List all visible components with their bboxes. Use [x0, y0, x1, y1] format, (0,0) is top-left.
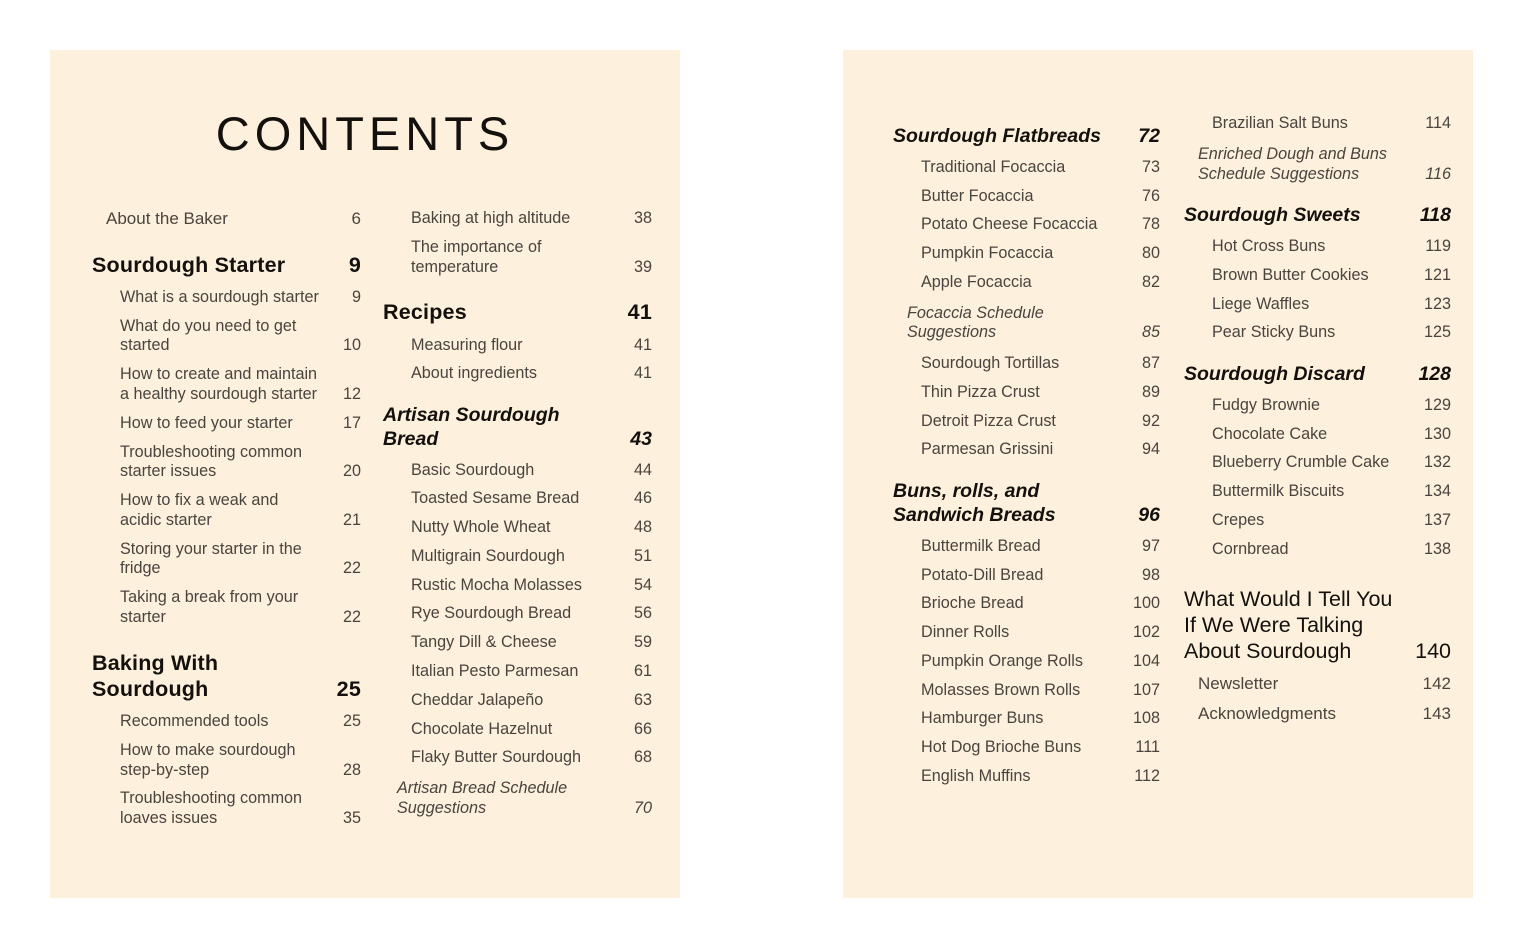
toc-entry-label: Artisan Sourdough Bread	[383, 404, 560, 450]
toc-entry-label: Apple Focaccia	[921, 272, 1032, 291]
toc-entry-label: Acknowledgments	[1198, 703, 1336, 723]
toc-entry-page-number: 108	[1132, 709, 1160, 728]
toc-entry-page-number: 39	[633, 257, 652, 276]
toc-entry-label: English Muffins	[921, 766, 1031, 785]
toc-entry-item[interactable]	[383, 336, 652, 356]
toc-entry-page-number: 130	[1423, 424, 1451, 443]
right-page	[843, 50, 1473, 898]
toc-entry-label: Sourdough Discard	[1184, 363, 1365, 386]
toc-entry-item[interactable]	[893, 594, 1160, 614]
toc-entry-toplevel[interactable]	[1184, 674, 1451, 695]
toc-entry-item[interactable]	[92, 588, 361, 628]
toc-entry-label: How to feed your starter	[120, 413, 293, 432]
toc-entry-page-number: 38	[633, 209, 652, 227]
toc-entry-page-number: 51	[633, 546, 652, 565]
toc-entry-item[interactable]	[92, 741, 361, 781]
toc-entry-item[interactable]	[383, 209, 652, 229]
toc-entry-page-number: 129	[1423, 395, 1451, 414]
toc-entry-label: Brazilian Salt Buns	[1212, 114, 1348, 132]
toc-entry-item[interactable]	[383, 238, 652, 278]
toc-entry-page-number: 22	[342, 607, 361, 626]
toc-entry-page-number: 121	[1423, 265, 1451, 284]
right-page-columns	[843, 105, 1473, 796]
toc-entry-label: Toasted Sesame Bread	[411, 489, 580, 508]
toc-entry-label: Basic Sourdough	[411, 460, 535, 479]
toc-entry-label: Pear Sticky Buns	[1212, 323, 1336, 342]
toc-entry-item[interactable]	[92, 365, 361, 405]
toc-entry-item[interactable]	[383, 547, 652, 567]
toc-entry-section[interactable]	[1184, 363, 1451, 387]
toc-entry-page-number: 138	[1423, 539, 1451, 558]
toc-entry-bigheading[interactable]	[1184, 586, 1451, 665]
toc-entry-item[interactable]	[92, 789, 361, 829]
toc-entry-label: Brown Butter Cookies	[1212, 265, 1369, 284]
toc-entry-item[interactable]	[893, 158, 1160, 178]
toc-entry-label: Parmesan Grissini	[921, 440, 1054, 459]
toc-entry-label: Buns, rolls, and Sandwich Breads	[893, 480, 1056, 526]
toc-entry-item[interactable]	[383, 489, 652, 509]
toc-entry-label: Dinner Rolls	[921, 623, 1010, 642]
toc-entry-page-number: 17	[342, 413, 361, 432]
toc-entry-label: Liege Waffles	[1212, 294, 1310, 313]
toc-entry-item[interactable]	[893, 244, 1160, 264]
toc-entry-label: About ingredients	[411, 364, 537, 383]
toc-entry-page-number: 72	[1138, 125, 1160, 147]
toc-entry-schedule[interactable]	[383, 779, 652, 819]
toc-entry-label: Fudgy Brownie	[1212, 395, 1320, 414]
toc-entry-page-number: 54	[633, 575, 652, 594]
toc-entry-page-number: 137	[1423, 510, 1451, 529]
toc-entry-page-number: 63	[633, 690, 652, 709]
toc-entry-page-number: 125	[1423, 323, 1451, 342]
toc-entry-page-number: 92	[1141, 411, 1160, 430]
toc-entry-item[interactable]	[1184, 114, 1451, 134]
left-page	[50, 50, 680, 898]
toc-entry-label: Chocolate Hazelnut	[411, 719, 553, 738]
toc-entry-label: Rye Sourdough Bread	[411, 604, 572, 623]
toc-entry-item[interactable]	[92, 712, 361, 732]
toc-entry-label: Flaky Butter Sourdough	[411, 748, 582, 767]
toc-entry-page-number: 12	[342, 385, 361, 404]
toc-entry-label: Crepes	[1212, 510, 1265, 529]
toc-entry-item[interactable]	[92, 414, 361, 434]
toc-entry-label: How to create and maintain a healthy sourdough starter	[120, 365, 318, 404]
toc-entry-page-number: 9	[351, 287, 361, 306]
toc-entry-section[interactable]	[1184, 204, 1451, 228]
toc-entry-page-number: 76	[1141, 186, 1160, 205]
toc-entry-page-number: 140	[1415, 638, 1451, 663]
toc-entry-item[interactable]	[893, 652, 1160, 672]
toc-entry-page-number: 111	[1135, 738, 1160, 757]
toc-entry-page-number: 100	[1132, 594, 1160, 613]
toc-entry-page-number: 104	[1132, 651, 1160, 670]
toc-entry-item[interactable]	[383, 576, 652, 596]
toc-entry-page-number: 41	[627, 300, 652, 325]
toc-entry-label: Cheddar Jalapeño	[411, 690, 544, 709]
toc-entry-page-number: 118	[1419, 204, 1451, 227]
toc-entry-item[interactable]	[92, 288, 361, 308]
toc-entry-page-number: 46	[633, 489, 652, 508]
toc-entry-item[interactable]	[92, 540, 361, 580]
toc-entry-page-number: 10	[342, 336, 361, 355]
toc-entry-label: Tangy Dill & Cheese	[411, 633, 557, 652]
left-page-column-1	[92, 200, 361, 838]
toc-entry-item[interactable]	[893, 354, 1160, 374]
toc-entry-section[interactable]	[383, 404, 652, 452]
toc-entry-item[interactable]	[893, 767, 1160, 787]
toc-entry-page-number: 132	[1423, 453, 1451, 472]
toc-entry-page-number: 89	[1141, 382, 1160, 401]
toc-entry-label: Measuring flour	[411, 335, 523, 354]
toc-entry-page-number: 68	[633, 748, 652, 767]
toc-entry-chapter[interactable]	[92, 650, 361, 702]
toc-entry-page-number: 73	[1141, 157, 1160, 176]
toc-entry-label: Blueberry Crumble Cake	[1212, 453, 1390, 472]
toc-entry-label: Recommended tools	[120, 712, 269, 731]
toc-entry-label: Italian Pesto Parmesan	[411, 661, 579, 680]
toc-entry-item[interactable]	[383, 604, 652, 624]
toc-entry-page-number: 20	[342, 462, 361, 481]
page-title: CONTENTS	[215, 107, 515, 160]
toc-entry-item[interactable]	[1184, 425, 1451, 445]
toc-entry-label: About the Baker	[106, 209, 228, 228]
toc-entry-item[interactable]	[383, 720, 652, 740]
toc-entry-page-number: 82	[1141, 272, 1160, 291]
toc-entry-page-number: 143	[1422, 703, 1451, 723]
toc-entry-item[interactable]	[893, 383, 1160, 403]
toc-entry-page-number: 48	[633, 518, 652, 537]
toc-entry-item[interactable]	[1184, 482, 1451, 502]
toc-entry-label: Butter Focaccia	[921, 186, 1034, 205]
toc-entry-page-number: 78	[1141, 215, 1160, 234]
toc-entry-label: Enriched Dough and Buns Schedule Suggestions	[1198, 144, 1387, 183]
toc-entry-page-number: 44	[633, 460, 652, 479]
toc-entry-label: Taking a break from your starter	[120, 588, 299, 626]
toc-entry-label: Nutty Whole Wheat	[411, 518, 551, 537]
toc-entry-label: Multigrain Sourdough	[411, 546, 565, 565]
toc-entry-page-number: 25	[336, 676, 361, 701]
toc-entry-page-number: 128	[1418, 363, 1451, 386]
toc-entry-label: Potato Cheese Focaccia	[921, 215, 1098, 234]
toc-entry-item[interactable]	[1184, 266, 1451, 286]
toc-entry-label: Thin Pizza Crust	[921, 382, 1040, 401]
toc-entry-item[interactable]	[1184, 237, 1451, 257]
toc-entry-page-number: 41	[633, 335, 652, 354]
toc-entry-label: Storing your starter in the fridge	[120, 539, 302, 578]
toc-entry-label: What do you need to get started	[120, 316, 297, 355]
toc-entry-item[interactable]	[383, 461, 652, 481]
toc-entry-item[interactable]	[1184, 396, 1451, 416]
toc-entry-page-number: 66	[633, 719, 652, 738]
toc-entry-label: Hot Dog Brioche Buns	[921, 738, 1082, 757]
toc-entry-section[interactable]	[893, 480, 1160, 528]
toc-entry-label: Focaccia Schedule Suggestions	[907, 303, 1044, 342]
toc-entry-item[interactable]	[893, 273, 1160, 293]
toc-entry-item[interactable]	[92, 491, 361, 531]
toc-entry-label: Sourdough Starter	[92, 252, 286, 277]
toc-entry-page-number: 61	[633, 661, 652, 680]
toc-entry-item[interactable]	[893, 537, 1160, 557]
toc-entry-page-number: 98	[1141, 565, 1160, 584]
toc-entry-schedule[interactable]	[893, 304, 1160, 344]
toc-entry-label: How to make sourdough step-by-step	[120, 740, 296, 779]
toc-entry-label: The importance of temperature	[411, 237, 542, 276]
toc-entry-item[interactable]	[383, 518, 652, 538]
toc-entry-label: Troubleshooting common starter issues	[120, 442, 303, 481]
toc-entry-page-number: 97	[1141, 536, 1160, 555]
toc-entry-item[interactable]	[383, 748, 652, 768]
toc-entry-item[interactable]	[1184, 295, 1451, 315]
toc-entry-item[interactable]	[893, 738, 1160, 758]
toc-entry-item[interactable]	[383, 364, 652, 384]
toc-entry-page-number: 70	[633, 798, 652, 817]
toc-entry-item[interactable]	[893, 215, 1160, 235]
toc-entry-page-number: 107	[1132, 680, 1160, 699]
toc-entry-page-number: 56	[633, 604, 652, 623]
toc-entry-schedule[interactable]	[1184, 145, 1451, 185]
toc-entry-label: Detroit Pizza Crust	[921, 411, 1056, 430]
toc-entry-label: Traditional Focaccia	[921, 157, 1066, 176]
toc-entry-label: Pumpkin Focaccia	[921, 244, 1054, 263]
toc-entry-item[interactable]	[92, 317, 361, 357]
toc-entry-toplevel[interactable]	[1184, 704, 1451, 725]
toc-entry-label: Buttermilk Bread	[921, 536, 1041, 555]
toc-entry-page-number: 112	[1134, 766, 1160, 785]
toc-entry-item[interactable]	[893, 412, 1160, 432]
toc-entry-page-number: 94	[1141, 440, 1160, 459]
toc-entry-label: Buttermilk Biscuits	[1212, 482, 1345, 501]
left-page-column-2	[383, 200, 652, 838]
toc-entry-label: Hamburger Buns	[921, 709, 1044, 728]
left-page-columns	[50, 200, 680, 838]
toc-entry-label: Troubleshooting common loaves issues	[120, 789, 303, 828]
toc-entry-item[interactable]	[1184, 453, 1451, 473]
toc-entry-label: Sourdough Tortillas	[921, 354, 1060, 373]
toc-entry-label: Potato-Dill Bread	[921, 565, 1044, 584]
toc-entry-page-number: 80	[1141, 244, 1160, 263]
toc-entry-page-number: 9	[348, 252, 361, 277]
toc-entry-item[interactable]	[92, 443, 361, 483]
toc-entry-label: What is a sourdough starter	[120, 287, 319, 306]
toc-entry-chapter[interactable]	[383, 299, 652, 325]
toc-entry-page-number: 43	[630, 427, 652, 450]
toc-entry-page-number: 35	[342, 809, 361, 828]
toc-entry-section[interactable]	[893, 125, 1160, 149]
toc-entry-page-number: 116	[1425, 164, 1451, 183]
toc-entry-item[interactable]	[893, 623, 1160, 643]
right-page-column-1	[893, 105, 1160, 796]
toc-entry-chapter[interactable]	[92, 252, 361, 278]
toc-entry-page-number: 25	[342, 712, 361, 731]
toc-entry-label: Hot Cross Buns	[1212, 237, 1326, 256]
toc-entry-item[interactable]	[893, 187, 1160, 207]
toc-entry-item[interactable]	[383, 662, 652, 682]
toc-entry-label: Artisan Bread Schedule Suggestions	[397, 779, 568, 817]
toc-entry-label: Brioche Bread	[921, 594, 1024, 613]
toc-entry-page-number: 41	[633, 364, 652, 383]
toc-entry-item[interactable]	[1184, 540, 1451, 560]
toc-entry-item[interactable]	[893, 566, 1160, 586]
toc-entry-page-number: 59	[633, 633, 652, 652]
toc-entry-label: Pumpkin Orange Rolls	[921, 651, 1083, 670]
toc-entry-label: Rustic Mocha Molasses	[411, 575, 582, 594]
toc-entry-page-number: 96	[1138, 503, 1160, 526]
toc-entry-label: Baking With Sourdough	[92, 650, 219, 701]
toc-entry-item[interactable]	[893, 681, 1160, 701]
toc-entry-label: Sourdough Flatbreads	[893, 125, 1102, 147]
toc-entry-page-number: 134	[1423, 482, 1451, 501]
toc-entry-toplevel[interactable]	[92, 209, 361, 230]
toc-entry-page-number: 87	[1141, 354, 1160, 373]
toc-entry-page-number: 28	[342, 760, 361, 779]
toc-entry-page-number: 102	[1132, 623, 1160, 642]
toc-entry-label: Newsletter	[1198, 674, 1279, 694]
toc-entry-label: Sourdough Sweets	[1184, 204, 1361, 227]
toc-entry-item[interactable]	[1184, 511, 1451, 531]
toc-entry-item[interactable]	[383, 691, 652, 711]
toc-entry-item[interactable]	[1184, 323, 1451, 343]
toc-entry-item[interactable]	[893, 440, 1160, 460]
toc-entry-page-number: 142	[1422, 674, 1451, 694]
toc-entry-label: Chocolate Cake	[1212, 424, 1328, 443]
toc-entry-label: Recipes	[383, 300, 467, 325]
toc-entry-page-number: 21	[342, 510, 361, 529]
toc-entry-page-number: 6	[351, 209, 361, 228]
toc-entry-item[interactable]	[383, 633, 652, 653]
toc-entry-item[interactable]	[893, 709, 1160, 729]
toc-entry-page-number: 119	[1425, 237, 1451, 256]
toc-entry-label: Baking at high altitude	[411, 209, 571, 227]
right-page-column-2	[1184, 105, 1451, 796]
toc-entry-page-number: 85	[1141, 323, 1160, 342]
toc-entry-label: Molasses Brown Rolls	[921, 680, 1081, 699]
toc-entry-page-number: 114	[1425, 114, 1451, 132]
toc-entry-page-number: 22	[342, 559, 361, 578]
toc-entry-label: Cornbread	[1212, 539, 1289, 558]
toc-entry-label: What Would I Tell You If We Were Talking About Sourdough	[1184, 586, 1393, 663]
toc-entry-label: How to fix a weak and acidic starter	[120, 491, 279, 529]
toc-entry-page-number: 123	[1423, 294, 1451, 313]
